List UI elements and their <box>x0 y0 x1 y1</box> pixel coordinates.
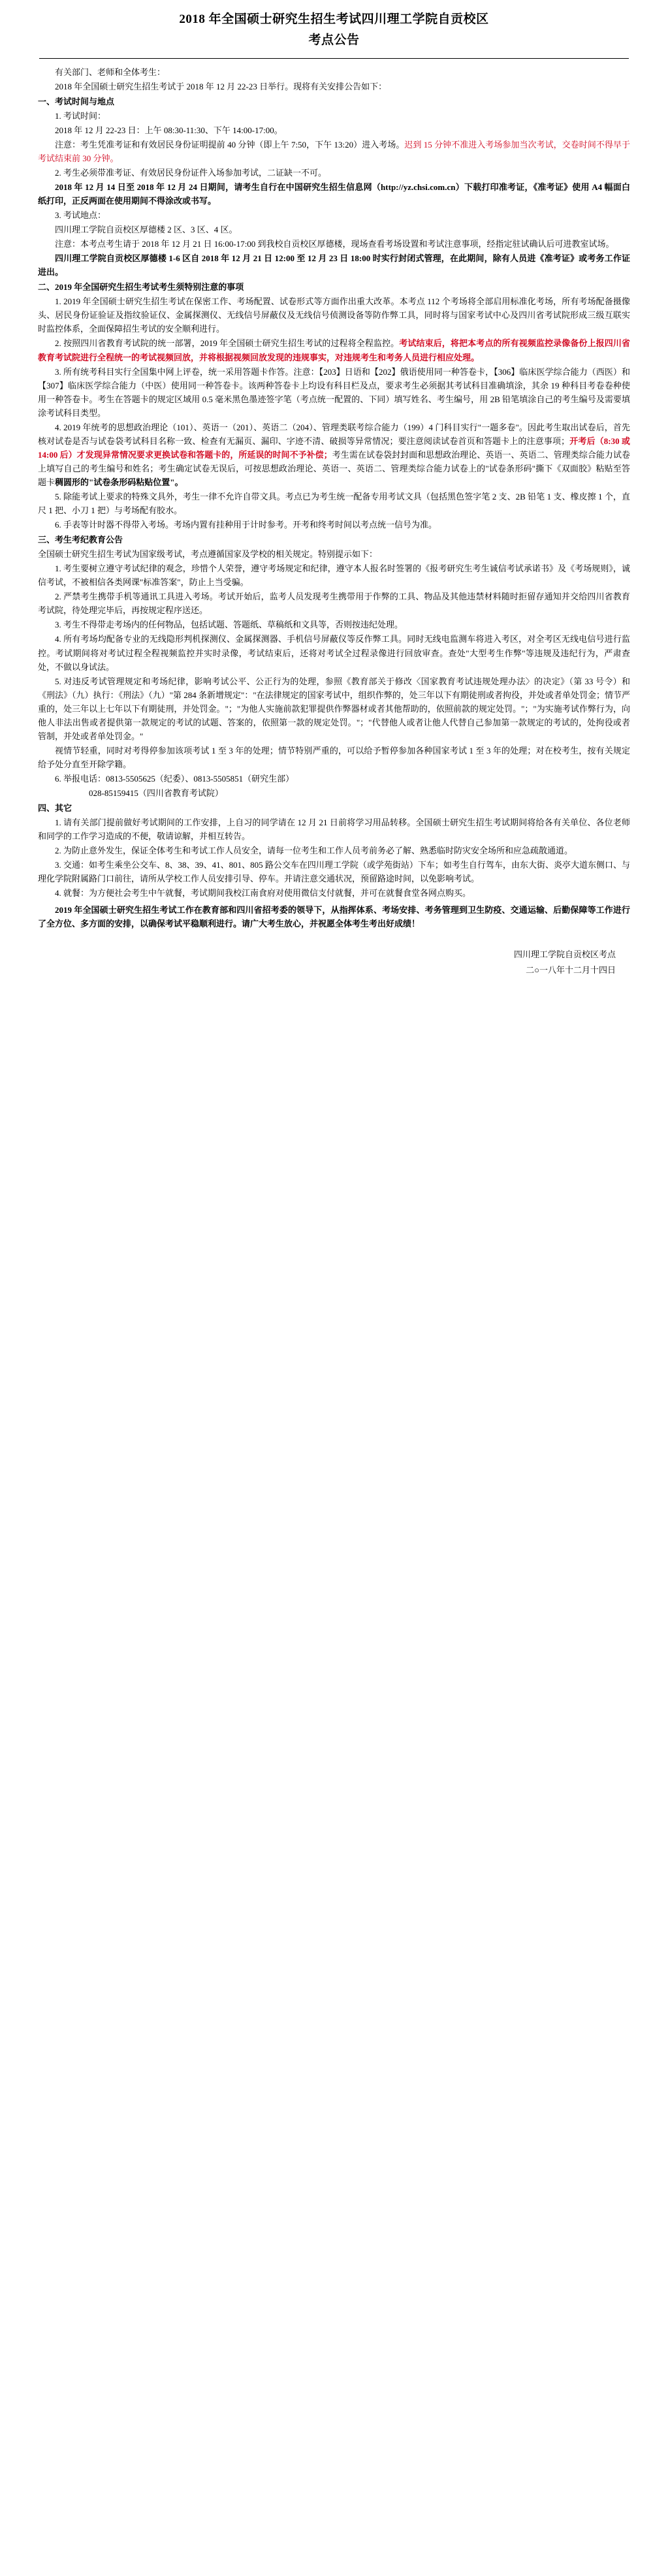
salutation: 有关部门、老师和全体考生： <box>55 67 166 77</box>
intro-paragraph: 2018 年全国硕士研究生招生考试于 2018 年 12 月 22-23 日举行。现将有关安排公告如下： <box>55 81 387 91</box>
paragraph-text: 2. 按照四川省教育考试院的统一部署，2019 年全国硕士研究生招生考试的过程将全程监控。 <box>55 338 400 349</box>
paragraph: 3. 交通：如考生乘坐公交车、8、38、39、41、801、805 路公交车在四川理工学院（或学苑街站）下车；如考生自行驾车，由东大街、炎亭大道东侧口、与理化学院附属路门口前往，请所从学校工作人员安排引导、停车。并请注意交通状况，预留路途时间，以免影响考试。 <box>38 860 630 884</box>
document-body <box>0 65 668 938</box>
paragraph-text: 4. 2019 年统考的思想政治理论（101）、英语一（201）、英语二（204）、管理类联考综合能力（199）4 门科目实行"一题多卷"。因此考生取出试卷后，首先核对试卷是否与试卷袋考试科目名称一致、检查有无漏页、漏印、字迹不清、破损等异常情况；要注意阅读试卷首页和答题卡上的注意事项； <box>38 422 630 446</box>
signature-date: 二○一八年十二月十四日 <box>526 964 616 975</box>
section-heading-3: 三、考生考纪教育公告 <box>38 535 123 545</box>
paragraph <box>38 421 630 489</box>
paragraph <box>38 336 630 364</box>
document-page <box>0 0 668 997</box>
paragraph: 2. 严禁考生携带手机等通讯工具进入考场。考试开始后，监考人员发现考生携带用于作弊的工具、物品及其他违禁材料随时拒留存通知并交给四川省教育考试院，待处理完毕后，再按规定程序送还。 <box>38 592 630 616</box>
paragraph-emphasis-red: 开考后（8:30 或 14:00 后）才发现异常情况要求更换试卷和答题卡的，所延误的时间不予补偿； <box>38 436 630 460</box>
section-heading-1: 一、考试时间与地点 <box>38 96 115 106</box>
paragraph <box>38 138 630 165</box>
paragraph: 5. 除能考试上要求的特殊文具外，考生一律不允许自带文具。考点已为考生统一配备专用考试文具（包括黑色签字笔 2 支、2B 铅笔 1 支、橡皮擦 1 个，直尺 1 把、小刀 1 把）与考场配有胶水。 <box>38 492 630 516</box>
title-block <box>0 0 668 54</box>
paragraph: 4. 就餐：为方便社会考生中午就餐，考试期间我校江南食府对使用微信支付就餐，并可在就餐食堂各网点购买。 <box>55 888 471 898</box>
paragraph: 3. 考生不得带走考场内的任何物品，包括试题、答题纸、草稿纸和文具等，否则按违纪处理。 <box>55 620 404 630</box>
paragraph-emphasis-red: 考试结束后，将把本考点的所有视频监控录像备份上报四川省教育考试院进行全程统一的考试视频回放，并将根据视频回放发现的违规事实，对违规考生和考务人员进行相应处理。 <box>38 338 630 362</box>
paragraph: 6. 手表等计时器不得带入考场。考场内置有挂种用于计时参考。开考和终考时间以考点统一信号为准。 <box>55 520 437 530</box>
signature-organization: 四川理工学院自贡校区考点 <box>513 949 616 960</box>
paragraph: 视情节轻重，同时对考得停参加该项考试 1 至 3 年的处理；情节特别严重的，可以给予暂停参加各种国家考试 1 至 3 年的处理；对在校考生，按有关规定给予处分直至开除学籍。 <box>38 745 630 769</box>
paragraph-bold: 四川理工学院自贡校区厚德楼 1-6 区自 2018 年 12 月 21 日 12:00 至 12 月 23 日 18:00 时实行封闭式管理，在此期间，除有人员进《准考证》或考务工作证进出。 <box>38 253 630 278</box>
paragraph: 1. 考试时间： <box>55 110 106 121</box>
paragraph-emphasis-red: 迟到 15 分钟不准进入考场参加当次考试，交卷时间不得早于考试结束前 30 分钟。 <box>38 139 630 163</box>
page-title-line1: 2018 年全国硕士研究生招生考试四川理工学院自贡校区 <box>179 12 489 26</box>
paragraph: 2. 为防止意外发生，保证全体考生和考试工作人员安全，请每一位考生和工作人员考前务必了解、熟悉临时防灾安全场所和应急疏散通道。 <box>55 846 573 856</box>
paragraph: 1. 请有关部门提前做好考试期间的工作安排，上自习的同学请在 12 月 21 日前将学习用品转移。全国硕士研究生招生考试期间将给各有关单位、各位老师和同学的工作学习造成的不便，敬请谅解，并相互转告。 <box>38 818 630 842</box>
paragraph-tail: 考生需在试卷袋封封面和思想政治理论、英语一、英语二、管理类综合能力试卷上填写自己的考生编号和姓名；考生确定试卷无误后，可按思想政治理论、英语一、英语二、管理类综合能力试卷上的"试卷条形码"撕下《双面胶》粘贴至答题卡 <box>38 449 630 487</box>
paragraph: 1. 2019 年全国硕士研究生招生考试在保密工作、考场配置、试卷形式等方面作出重大改革。本考点 112 个考场将全部启用标准化考场，所有考场配备摄像头、居民身份证验证及指纹验证仪、金属探测仪、无线信号屏蔽仪及无线信号侦测设备等防作弊工具，同时将与国家考试中心及四川省考试院形成三级互联实时监控体系，全面保障招生考试的安全顺利进行。 <box>38 296 630 334</box>
paragraph: 6. 举报电话：0813-5505625（纪委）、0813-5505851（研究生部） <box>55 773 294 784</box>
paragraph-tail-bold: 稠圆形的"试卷条形码粘贴位置"。 <box>55 477 183 487</box>
paragraph: 2. 考生必须带准考证、有效居民身份证件入场参加考试，二证缺一不可。 <box>55 167 327 178</box>
paragraph-bold: 2018 年 12 月 14 日至 2018 年 12 月 24 日期间，请考生自行在中国研究生招生信息网（http://yz.chsi.com.cn）下载打印准考证，《准考证》使用 A4 幅面白纸打印，正反两面在使用期间不得涂改或书写。 <box>38 182 630 206</box>
paragraph: 全国硕士研究生招生考试为国家级考试，考点遵循国家及学校的相关规定。特别提示如下： <box>38 549 378 560</box>
closing-paragraph: 2019 年全国硕士研究生招生考试工作在教育部和四川省招考委的领导下，从指挥体系、考场安排、考务管理到卫生防疫、交通运输、后勤保障等工作进行了全方位、多方面的安排，以确保考试平稳顺利进行。请广大考生放心，并祝愿全体考生考出好成绩！ <box>38 905 630 929</box>
title-divider <box>39 58 629 59</box>
paragraph-text: 注意：考生凭准考证和有效居民身份证明提前 40 分钟（即上午 7:50，下午 13:20）进入考场。 <box>55 139 405 150</box>
paragraph: 四川理工学院自贡校区厚德楼 2 区、3 区、4 区。 <box>55 225 238 235</box>
signature-block <box>0 938 668 980</box>
paragraph: 4. 所有考场均配备专业的无线隐形判机探测仪、金属探测器、手机信号屏蔽仪等反作弊工具。同时无线电监测车将进入考区，对全考区无线电信号进行监控。考试期间将对考试过程全程视频监控并实时录像，考试结束后，还将对考试全过程录像进行回放审查。查处"大型考生作弊"等违规及违纪行为，严肃查处，不做以身试法。 <box>38 634 630 672</box>
paragraph: 1. 考生要树立遵守考试纪律的观念，珍惜个人荣誉，遵守考场规定和纪律，遵守本人报名时签署的《报考研究生考生诚信考试承诺书》及《考场规则》，诚信考试，不被相信各类网课"标准答案"，防止上当受骗。 <box>38 564 630 588</box>
page-title-line2: 考点公告 <box>308 33 360 48</box>
paragraph: 3. 所有统考科目实行全国集中网上评卷，统一采用答题卡作答。注意：【203】日语和【202】俄语使用同一种答卷卡，【306】临床医学综合能力（西医）和【307】临床医学综合能力（中医）使用同一种答卷卡。该两种答卷卡上均设有科目栏及点，要求考生必须据其考试科目准确填涂，其余 19 种科目考卷卷种使用一种答卷卡。考生在答题卡的规定区域用 0.5 毫米黑色墨迹签字笔（考点统一配置的、下同）填写姓名、考生编号，用 2B 铅笔填涂自己的考生编号及需要填涂考试科目类型。 <box>38 366 630 418</box>
section-heading-4: 四、其它 <box>38 803 72 814</box>
paragraph: 注意：本考点考生请于 2018 年 12 月 21 日 16:00-17:00 到我校自贡校区厚德楼，现场查看考场设置和考试注意事项，经指定驻试确认后可进教室试场。 <box>55 239 614 249</box>
paragraph: 3. 考试地点： <box>55 210 106 221</box>
paragraph: 5. 对违反考试管理规定和考场纪律，影响考试公平、公正行为的处理，参照《教育部关于修改〈国家教育考试违规处理办法〉的决定》（第 33 号令）和《刑法》（九）执行：《刑法》（九）"第 284 条新增规定"："在法律规定的国家考试中，组织作弊的，处三年以下有期徒刑或者拘役，并处或者单处罚金；情节严重的，处三年以上七年以下有期徒刑，并处罚金。"；"为他人实施前款犯罪提供作弊器材或者其他帮助的，依照前款的规定处罚。"；"为实施考试作弊行为，向他人非法出售或者提供第一款规定的考试的试题、答案的，依照第一款的规定处罚。"；"代替他人或者让他人代替自己参加第一款规定的考试的，处拘役或者管制，并处或者单处罚金。" <box>38 676 630 741</box>
paragraph: 2018 年 12 月 22-23 日：上午 08:30-11:30、下午 14:00-17:00。 <box>55 125 283 135</box>
section-heading-2: 二、2019 年全国研究生招生考试考生须特别注意的事项 <box>38 282 244 293</box>
paragraph-hotline-secondary: 028-85159415（四川省教育考试院） <box>89 787 223 798</box>
